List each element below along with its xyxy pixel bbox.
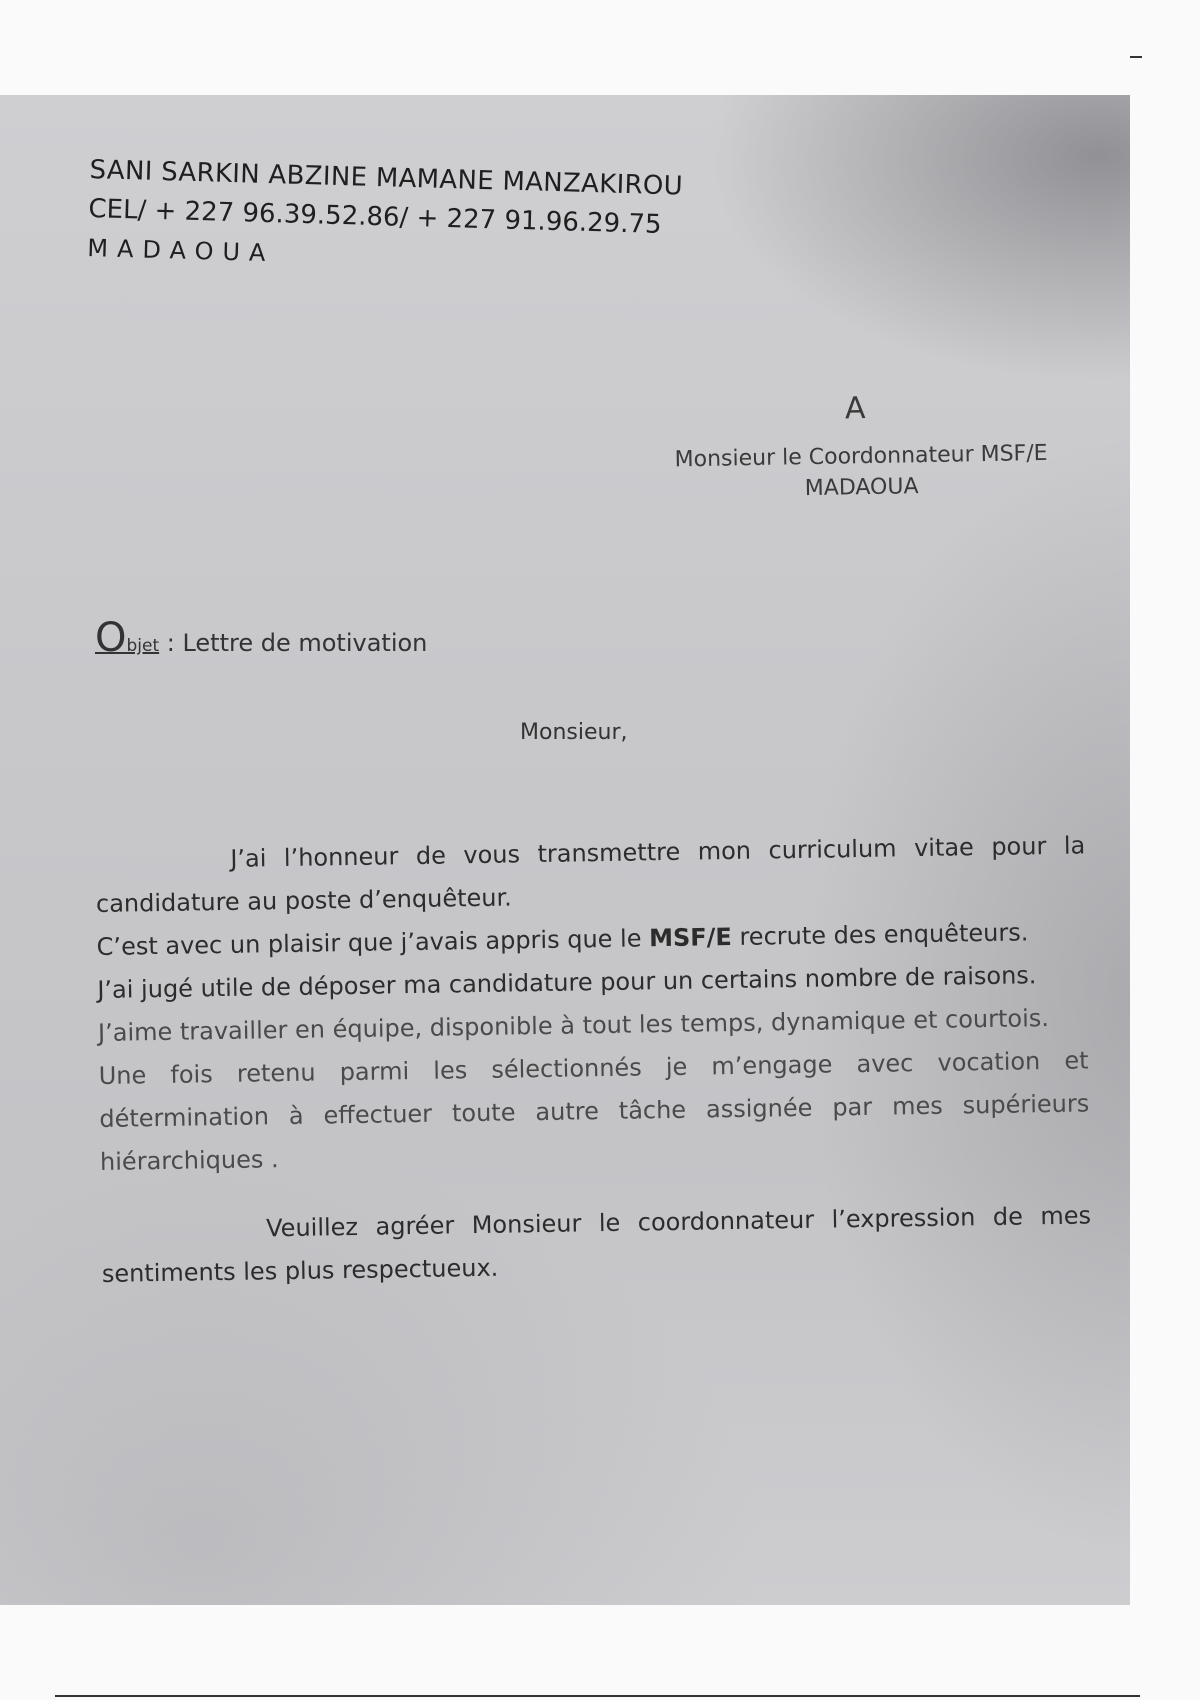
letter-body — [95, 824, 1092, 1295]
recipient-city: MADAOUA — [804, 474, 919, 502]
body-paragraph-3: J’ai jugé utile de déposer ma candidature pour un certains nombre de raisons. — [97, 961, 1037, 1004]
closing-paragraph: Veuillez agréer Monsieur le coordonnateur l’expression de mes sentiments les plus respectueux. — [101, 1201, 1092, 1288]
body-paragraph-2-end: recrute des enquêteurs. — [731, 918, 1029, 952]
sender-block — [87, 155, 683, 281]
organization-name: MSF/E — [648, 923, 733, 953]
recipient-prefix: A — [844, 391, 866, 427]
sender-phone: CEL/ + 227 96.39.52.86/ + 227 91.96.29.75 — [88, 194, 662, 241]
subject-label-initial: O — [95, 615, 127, 661]
body-paragraph-4: J’aime travailler en équipe, disponible à tout les temps, dynamique et courtois. — [97, 1004, 1050, 1047]
subject-separator: : — [159, 629, 183, 657]
page-edge-mark — [1130, 56, 1142, 58]
recipient-block — [640, 387, 1082, 504]
subject-line — [95, 615, 427, 661]
subject-text: Lettre de motivation — [182, 629, 428, 657]
body-paragraph-5: Une fois retenu parmi les sélectionnés je m’engage avec vocation et détermination à effectuer toute autre tâche assignée par mes supérieurs hiérarchiques . — [98, 1046, 1090, 1176]
body-paragraph-1: J’ai l’honneur de vous transmettre mon curriculum vitae pour la candidature au poste d’enquêteur. — [95, 831, 1086, 918]
body-paragraph-2-start: C’est avec un plaisir que j’avais appris que le — [96, 924, 650, 961]
letter-sheet — [0, 95, 1130, 1605]
salutation: Monsieur, — [520, 720, 628, 745]
sender-city: MADAOUA — [87, 234, 275, 268]
sender-name: SANI SARKIN ABZINE MAMANE MANZAKIROU — [89, 155, 684, 202]
subject-label-rest: bjet — [126, 636, 160, 656]
page-bottom-rule — [55, 1695, 1140, 1697]
recipient-title: Monsieur le Coordonnateur MSF/E — [674, 440, 1048, 473]
